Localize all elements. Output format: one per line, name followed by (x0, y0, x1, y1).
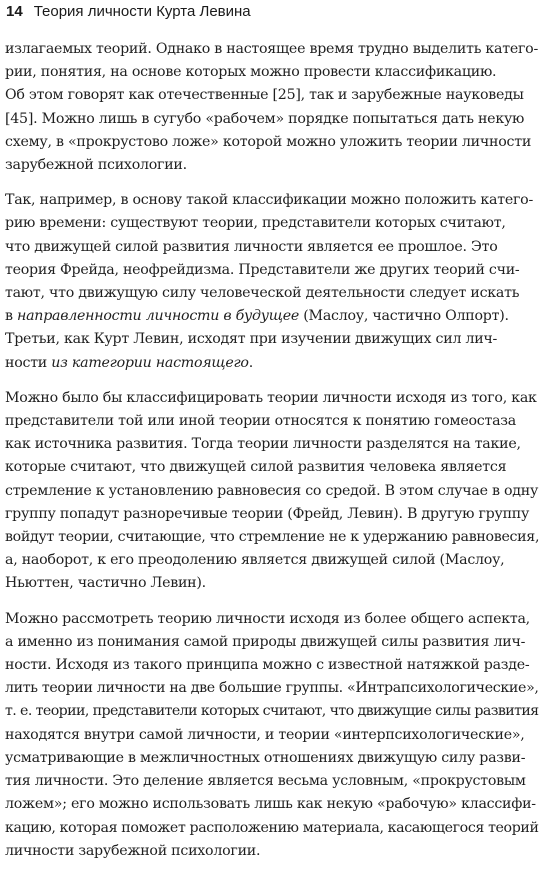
text-line (5, 817, 539, 840)
text-run: лить теории личности на две большие группы. «Интрапсихологические», (5, 680, 539, 697)
text-line (5, 503, 539, 526)
text-run: а именно из понимания самой природы движущей силы развития лич- (5, 633, 526, 650)
text-line (5, 724, 539, 747)
text-run: что движущей силой развития личности является ее прошлое. Это (5, 238, 498, 255)
paragraph (5, 38, 539, 177)
text-line (5, 236, 539, 259)
text-line (5, 572, 539, 595)
text-line (5, 154, 539, 177)
text-line (5, 38, 539, 61)
text-run: группу попадут разноречивые теории (Фрейд, Левин). В другую группу (5, 505, 530, 522)
text-run: [45]. Можно лишь в сугубо «рабочем» порядке попытаться дать некую (5, 110, 525, 127)
text-line (5, 84, 539, 107)
page-number: 14 (6, 2, 23, 20)
text-run: а, наоборот, к его преодолению является движущей силой (Маслоу, (5, 552, 505, 569)
text-run: рии, понятия, на основе которых можно провести классификацию. (5, 64, 497, 81)
text-line (5, 456, 539, 479)
text-line (5, 259, 539, 282)
text-run: зарубежной психологии. (5, 157, 187, 174)
text-line (5, 131, 539, 154)
text-run: рию времени: существуют теории, представители которых считают, (5, 215, 506, 232)
text-line (5, 747, 539, 770)
text-line (5, 526, 539, 549)
emphasis-text: направленности личности в будущее (17, 308, 299, 325)
paragraph (5, 608, 539, 863)
text-run: излагаемых теорий. Однако в настоящее время трудно выделить катего- (5, 41, 539, 57)
text-run: Ньюттен, частично Левин). (5, 575, 206, 592)
text-run: Об этом говорят как отечественные [25], так и зарубежные науковеды (5, 87, 524, 104)
text-run: кацию, которая поможет расположению материала, касающегося теорий (5, 819, 539, 836)
text-line (5, 770, 539, 793)
text-run: ности. Исходя из такого принципа можно с известной натяжкой разде- (5, 657, 530, 674)
paragraph (5, 189, 539, 375)
text-run: личности зарубежной психологии. (5, 842, 261, 859)
text-line (5, 410, 539, 433)
text-line (5, 189, 539, 212)
text-run: Можно было бы классифицировать теории личности исходя из того, как (5, 389, 537, 406)
text-line (5, 654, 539, 677)
text-line (5, 433, 539, 456)
text-line (5, 328, 539, 351)
text-run: ности (5, 354, 52, 371)
text-run: представители той или иной теории относятся к понятию гомеостаза (5, 413, 516, 430)
text-line (5, 305, 539, 328)
text-run: усматривающие в межличностных отношениях движущую силу разви- (5, 749, 526, 766)
text-run: стремление к установлению равновесия со средой. В этом случае в одну (5, 482, 539, 499)
text-line (5, 700, 539, 723)
text-line (5, 793, 539, 816)
text-line (5, 608, 539, 631)
text-line (5, 212, 539, 235)
text-line (5, 387, 539, 410)
body-text (5, 38, 539, 875)
text-run: . (248, 354, 253, 371)
text-run: Можно рассмотреть теорию личности исходя из более общего аспекта, (5, 610, 530, 627)
text-line (5, 480, 539, 503)
text-run: как источника развития. Тогда теории личности разделятся на такие, (5, 436, 521, 453)
text-line (5, 282, 539, 305)
running-header (6, 0, 251, 22)
text-run: Так, например, в основу такой классификации можно положить катего- (5, 192, 533, 209)
text-line (5, 61, 539, 84)
emphasis-text: из категории настоящего (51, 354, 249, 371)
text-line (5, 840, 539, 863)
text-line (5, 631, 539, 654)
text-run: ложем»; его можно использовать лишь как некую «рабочую» классифи- (5, 796, 536, 813)
paragraph (5, 387, 539, 596)
text-line (5, 677, 539, 700)
text-run: т. е. теории, представители которых считают, что движущие силы развития (5, 703, 539, 720)
text-run: тают, что движущую силу человеческой деятельности следует искать (5, 285, 520, 302)
text-run: (Маслоу, частично Олпорт). (299, 308, 509, 325)
text-run: в (5, 308, 17, 325)
text-run: Третьи, как Курт Левин, исходят при изучении движущих сил лич- (5, 331, 498, 348)
text-line (5, 352, 539, 375)
text-run: которые считают, что движущей силой развития человека является (5, 459, 507, 476)
text-run: схему, в «прокрустово ложе» которой можно уложить теории личности (5, 133, 532, 150)
running-title: Теория личности Курта Левина (33, 2, 251, 20)
text-run: теория Фрейда, неофрейдизма. Представители же других теорий счи- (5, 261, 520, 278)
text-line (5, 549, 539, 572)
text-run: войдут теории, считающие, что стремление не к удержанию равновесия, (5, 529, 540, 546)
text-run: тия личности. Это деление является весьма условным, «прокрустовым (5, 773, 526, 790)
text-run: находятся внутри самой личности, и теории «интерпсихологические», (5, 726, 525, 743)
text-line (5, 108, 539, 131)
